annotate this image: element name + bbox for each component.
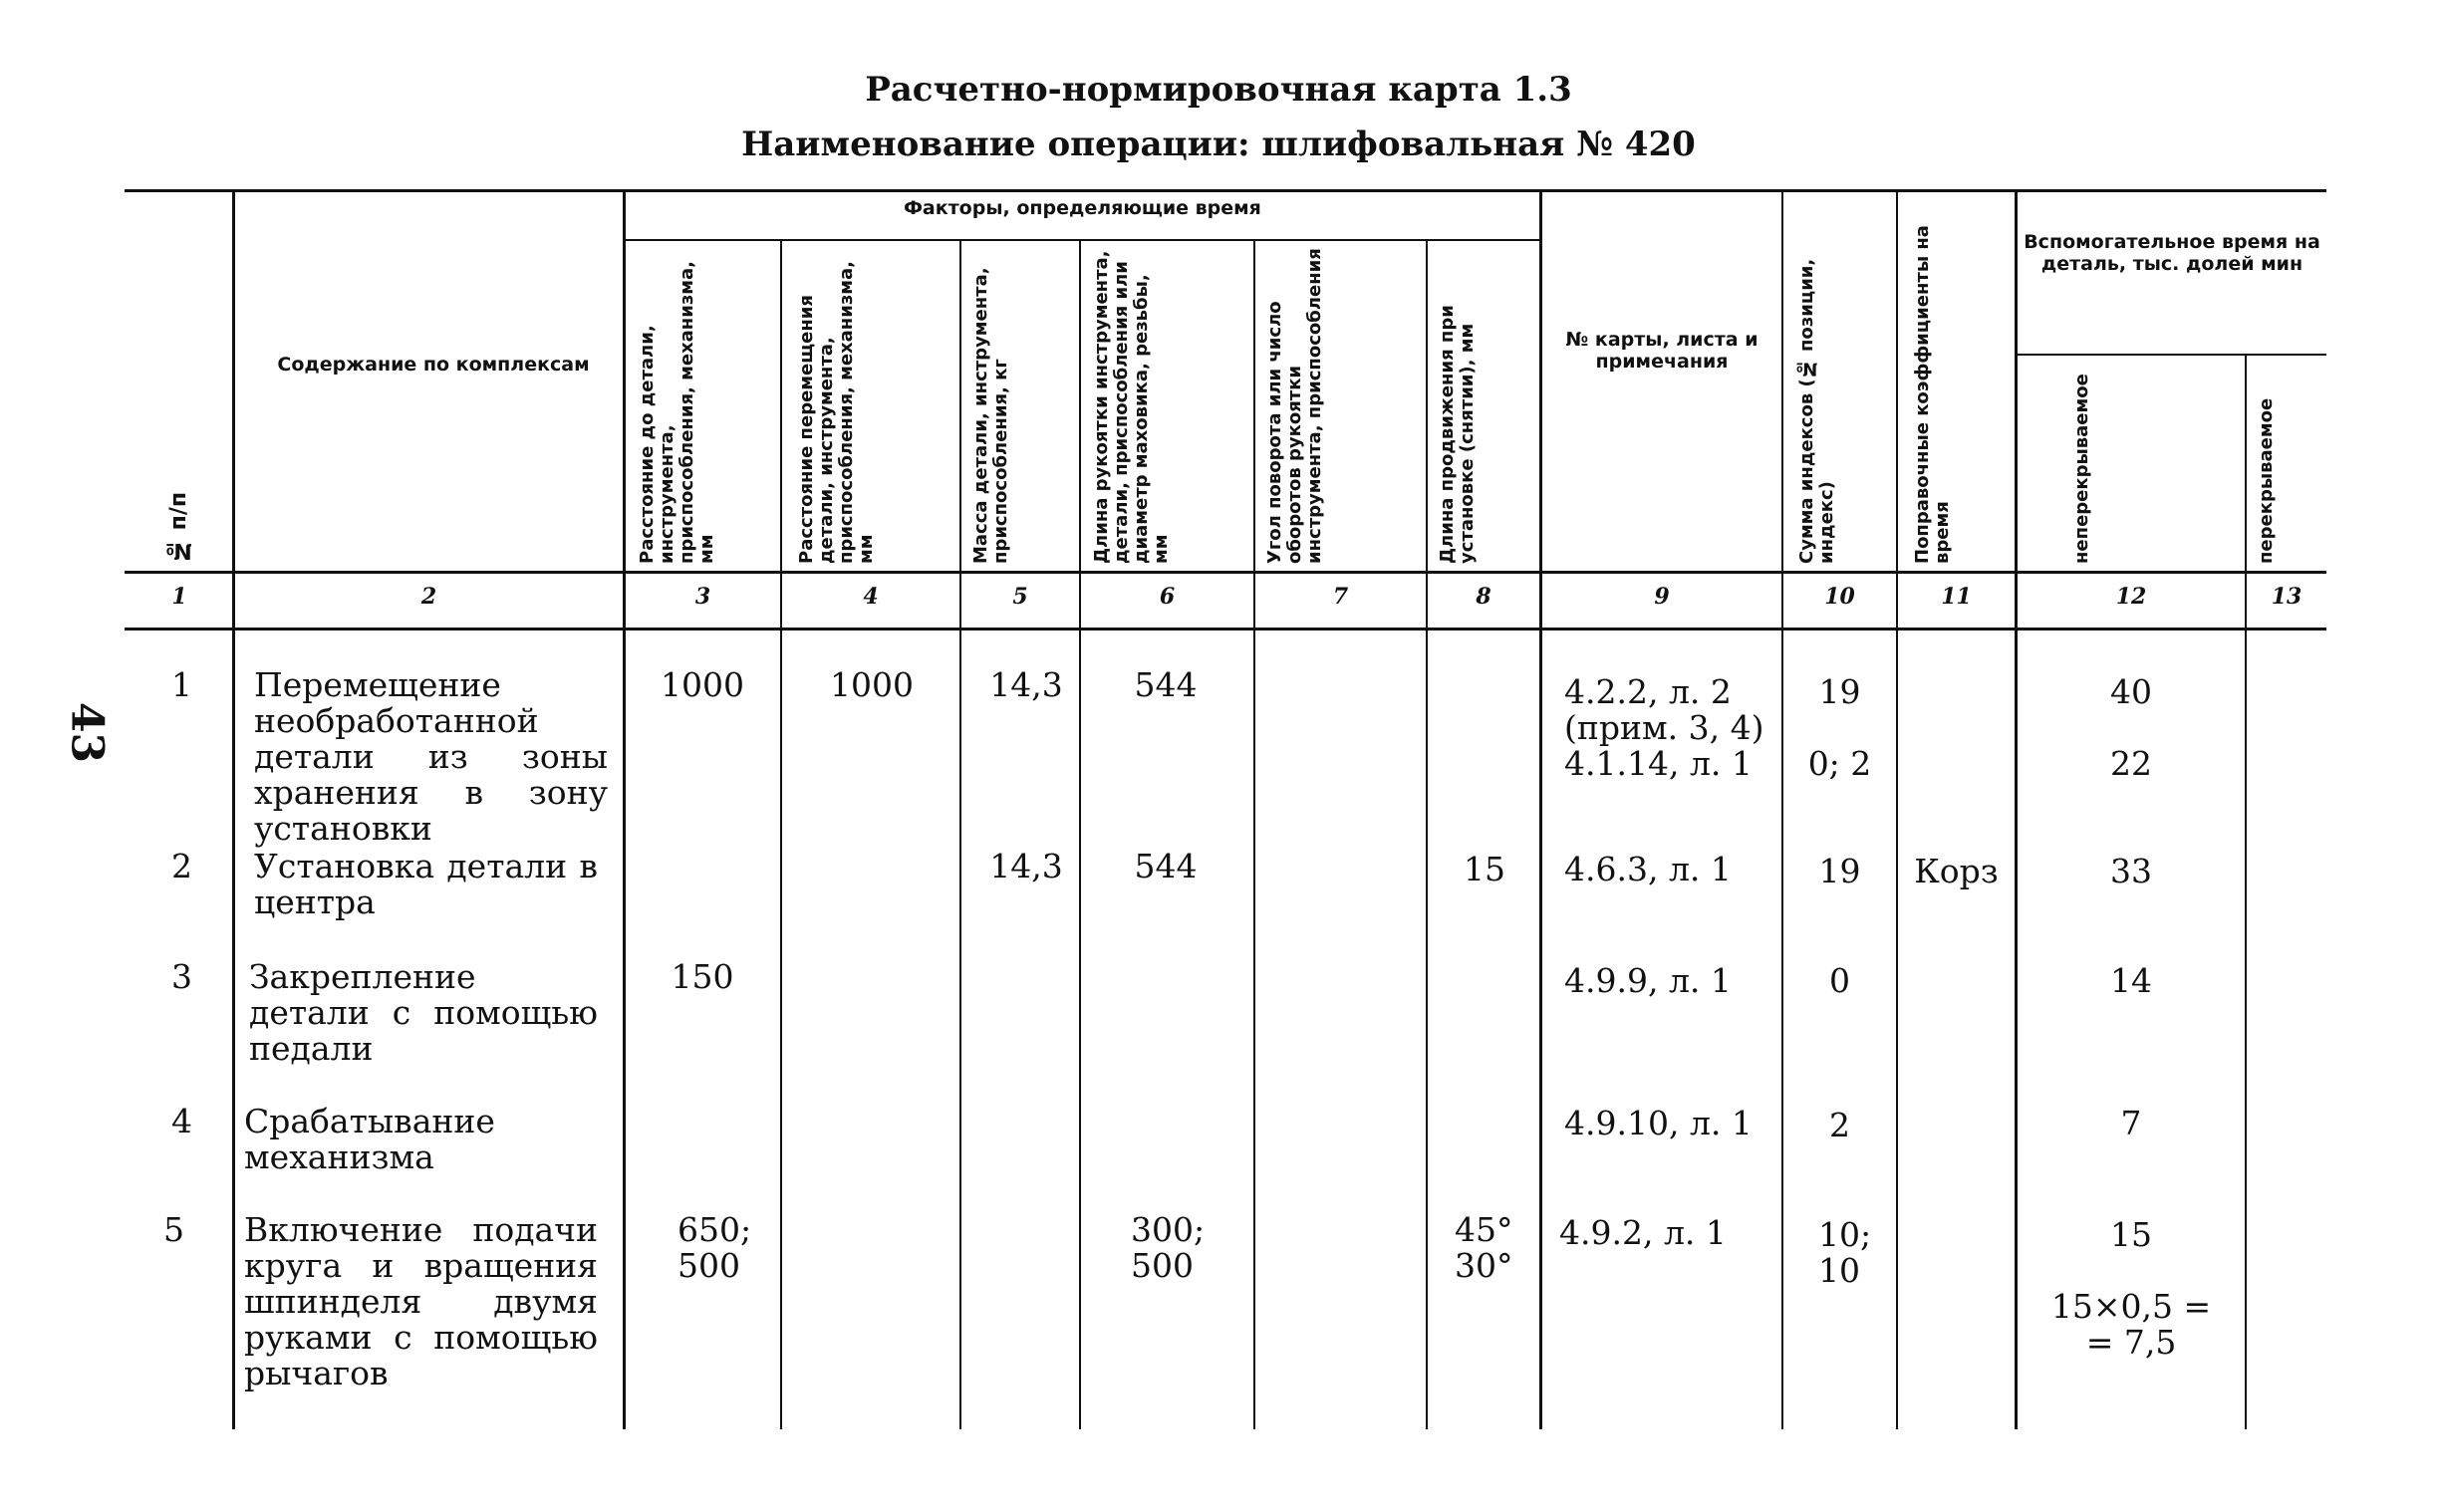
header-aux-time-group: Вспомогательное время на деталь, тыс. долей мин: [2024, 231, 2320, 275]
row-handle-length: 544: [1134, 847, 1198, 885]
header-row-number: № п/п: [166, 491, 191, 563]
row-distance: 150: [671, 957, 734, 996]
row-non-overlapped: 14: [2110, 961, 2152, 1000]
header-handle-length: Длина рукоятки инструмента, детали, приспособления или диаметр маховика, резьбы, мм: [1091, 250, 1172, 564]
col-number: 1: [171, 584, 187, 610]
row-index-sum: 0: [1829, 961, 1850, 1000]
row-number: 2: [171, 847, 192, 885]
header-correction-coefficients: Поправочные коэффициенты на время: [1912, 225, 1953, 564]
row-number: 5: [163, 1210, 184, 1249]
row-distance: 1000: [661, 665, 744, 704]
header-overlapped: перекрываемое: [2256, 397, 2277, 564]
header-non-overlapped: неперекрываемое: [2071, 374, 2092, 564]
row-index-sum: 2: [1829, 1106, 1850, 1144]
row-advance-length: 45° 30°: [1455, 1210, 1513, 1285]
row-non-overlapped: 15 15×0,5 = = 7,5: [2050, 1215, 2212, 1362]
row-move-distance: 1000: [830, 665, 914, 704]
header-rotation-angle: Угол поворота или число оборотов рукоятки инструмента, приспособления: [1264, 248, 1325, 564]
row-distance: 650; 500: [677, 1210, 752, 1285]
col-number: 12: [2115, 584, 2147, 610]
header-content: Содержание по комплексам: [277, 354, 590, 376]
col-number: 13: [2271, 584, 2302, 610]
row-number: 1: [171, 665, 192, 704]
row-card-number: 4.9.9, л. 1: [1564, 961, 1732, 1000]
row-content: Включение подачи круга и вращения шпинделя двумя руками с помощью рычагов: [244, 1210, 598, 1392]
row-content: Перемещение необработанной детали из зоны хранения в зону установки: [254, 665, 608, 848]
row-non-overlapped: 33: [2110, 852, 2152, 890]
col-number: 3: [694, 584, 711, 610]
row-handle-length: 544: [1134, 665, 1198, 704]
row-content: Закрепление детали с помощью педали: [249, 957, 598, 1068]
row-number: 4: [171, 1102, 192, 1140]
col-number: 7: [1332, 584, 1349, 610]
row-card-number: 4.6.3, л. 1: [1564, 850, 1732, 888]
header-card-number: № карты, листа и примечания: [1565, 329, 1759, 373]
col-number: 4: [863, 584, 879, 610]
row-non-overlapped: 7: [2120, 1104, 2142, 1142]
row-card-number: 4.9.2, л. 1: [1559, 1213, 1727, 1252]
header-mass: Масса детали, инструмента, приспособления, кг: [970, 267, 1011, 564]
row-handle-length: 300; 500: [1131, 1210, 1206, 1285]
header-advance-length: Длина продвижения при установке (снятии), мм: [1437, 305, 1478, 564]
row-correction-coefficient: Корз: [1914, 852, 1999, 890]
header-factors-group: Факторы, определяющие время: [904, 197, 1261, 219]
col-number: 6: [1159, 584, 1176, 610]
row-advance-length: 15: [1464, 850, 1505, 888]
col-number: 10: [1824, 584, 1855, 610]
row-non-overlapped: 40 22: [2110, 672, 2152, 783]
row-mass: 14,3: [989, 847, 1063, 885]
row-index-sum: 19 0; 2: [1807, 672, 1872, 783]
row-content: Установка детали в центра: [254, 847, 598, 921]
col-number: 5: [1012, 584, 1028, 610]
card-title: Расчетно-нормировочная карта 1.3: [865, 70, 1572, 110]
row-content: Срабатывание механизма: [244, 1102, 495, 1176]
col-number: 2: [420, 584, 437, 610]
header-index-sum: Сумма индексов (№ позиции, индекс): [1796, 258, 1837, 564]
col-number: 8: [1476, 584, 1491, 610]
row-index-sum: 10; 10: [1818, 1215, 1872, 1290]
row-number: 3: [171, 957, 192, 996]
row-card-number: 4.2.2, л. 2 (прим. 3, 4) 4.1.14, л. 1: [1564, 672, 1764, 783]
operation-name: Наименование операции: шлифовальная № 420: [741, 125, 1696, 164]
header-move-distance: Расстояние перемещения детали, инструмента, приспособления, механизма, мм: [796, 261, 877, 564]
page-number: 43: [61, 701, 113, 764]
col-number: 9: [1654, 584, 1670, 610]
header-distance-to: Расстояние до детали, инструмента, приспособления, механизма, мм: [637, 261, 717, 564]
col-number: 11: [1941, 584, 1972, 610]
row-mass: 14,3: [989, 665, 1063, 704]
row-index-sum: 19: [1818, 852, 1861, 890]
row-card-number: 4.9.10, л. 1: [1564, 1104, 1753, 1142]
